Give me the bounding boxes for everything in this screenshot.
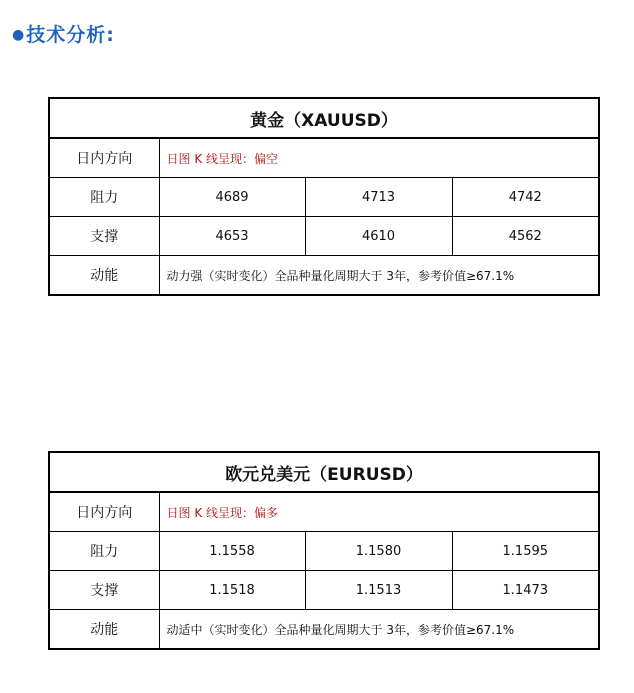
- table-title-row: [49, 98, 599, 138]
- direction-label: 日内方向: [49, 138, 159, 178]
- resistance-level-3: 4742: [452, 178, 599, 217]
- support-label: 支撑: [49, 571, 159, 610]
- support-label: 支撑: [49, 217, 159, 256]
- resistance-level-2: 4713: [305, 178, 452, 217]
- resistance-row: [49, 178, 599, 217]
- resistance-label: 阻力: [49, 178, 159, 217]
- table-title-row: [49, 452, 599, 492]
- section-heading: [12, 20, 115, 47]
- resistance-level-3: 1.1595: [452, 532, 599, 571]
- table-title: 黄金（XAUUSD）: [49, 98, 599, 138]
- support-level-3: 4562: [452, 217, 599, 256]
- direction-value: 日图 K 线呈现：偏空: [159, 138, 599, 178]
- table-title: 欧元兑美元（EURUSD）: [49, 452, 599, 492]
- momentum-value: 动适中（实时变化）全品种量化周期大于 3年，参考价值≥67.1%: [159, 610, 599, 650]
- direction-label: 日内方向: [49, 492, 159, 532]
- momentum-row: [49, 256, 599, 296]
- direction-row: [49, 138, 599, 178]
- gold-analysis-table: [48, 97, 600, 296]
- bullet-icon: ●: [12, 27, 26, 43]
- support-level-2: 1.1513: [305, 571, 452, 610]
- support-level-3: 1.1473: [452, 571, 599, 610]
- resistance-level-1: 4689: [159, 178, 305, 217]
- support-level-2: 4610: [305, 217, 452, 256]
- direction-row: [49, 492, 599, 532]
- resistance-row: [49, 532, 599, 571]
- momentum-label: 动能: [49, 256, 159, 296]
- support-level-1: 1.1518: [159, 571, 305, 610]
- section-heading-text: 技术分析:: [26, 24, 115, 46]
- direction-value: 日图 K 线呈现：偏多: [159, 492, 599, 532]
- resistance-label: 阻力: [49, 532, 159, 571]
- resistance-level-1: 1.1558: [159, 532, 305, 571]
- resistance-level-2: 1.1580: [305, 532, 452, 571]
- support-row: [49, 571, 599, 610]
- support-row: [49, 217, 599, 256]
- eurusd-analysis-table: [48, 451, 600, 650]
- momentum-label: 动能: [49, 610, 159, 650]
- momentum-value: 动力强（实时变化）全品种量化周期大于 3年，参考价值≥67.1%: [159, 256, 599, 296]
- support-level-1: 4653: [159, 217, 305, 256]
- momentum-row: [49, 610, 599, 650]
